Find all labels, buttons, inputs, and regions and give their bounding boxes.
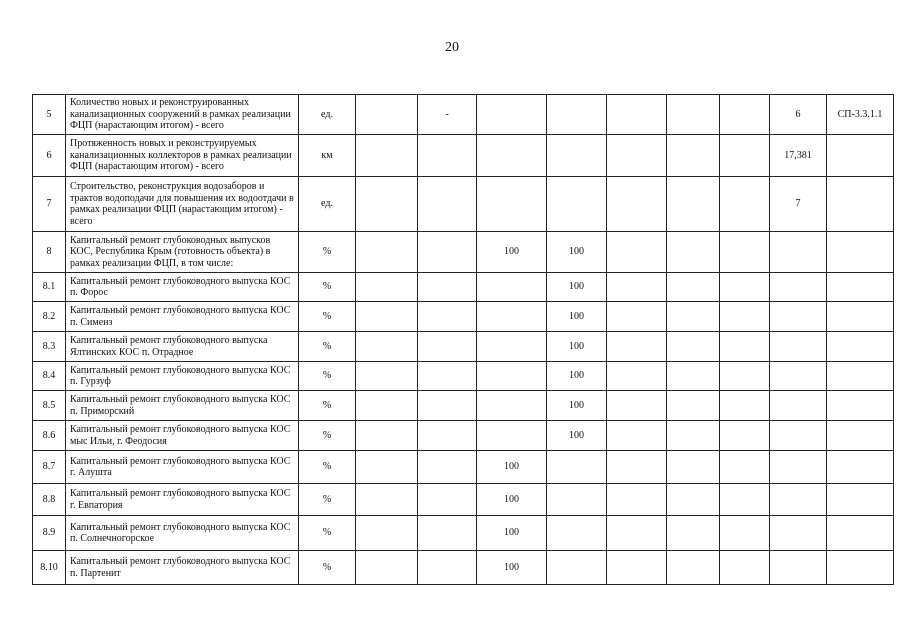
indicators-table [32,94,894,585]
value-cell [667,302,720,332]
indicator-name: Капитальный ремонт глубоководного выпуска Ялтинских КОС п. Отрадное [66,332,299,362]
value-cell [418,484,477,516]
code-cell [827,551,894,585]
value-cell [770,391,827,421]
unit-cell: % [299,551,356,585]
table-row [33,135,894,177]
value-cell [477,302,547,332]
value-cell [720,95,770,135]
value-cell [667,516,720,551]
row-number: 8.10 [33,551,66,585]
code-cell [827,451,894,484]
row-number: 8.8 [33,484,66,516]
value-cell [356,516,418,551]
table-row [33,362,894,391]
value-cell [418,177,477,232]
value-cell [720,516,770,551]
value-cell [720,451,770,484]
value-cell [720,484,770,516]
unit-cell: % [299,484,356,516]
code-cell [827,421,894,451]
unit-cell: ед. [299,177,356,232]
value-cell [667,362,720,391]
value-cell [607,273,667,302]
value-cell [418,362,477,391]
value-cell [356,484,418,516]
table-row [33,332,894,362]
value-cell [770,302,827,332]
unit-cell: % [299,516,356,551]
unit-cell: % [299,391,356,421]
value-cell [607,332,667,362]
value-cell [667,135,720,177]
value-cell [547,95,607,135]
value-cell [356,232,418,273]
value-cell [477,421,547,451]
code-cell [827,177,894,232]
value-cell [418,232,477,273]
code-cell [827,391,894,421]
code-cell: СП-3.3.1.1 [827,95,894,135]
table-row [33,516,894,551]
table-row [33,302,894,332]
value-cell [667,451,720,484]
value-cell [356,332,418,362]
code-cell [827,484,894,516]
value-cell [770,362,827,391]
table-row [33,391,894,421]
table-row [33,232,894,273]
value-cell [607,95,667,135]
value-cell [770,451,827,484]
value-cell [720,177,770,232]
indicator-name: Капитальный ремонт глубоководного выпуска КОС п. Гурзуф [66,362,299,391]
value-cell [770,232,827,273]
row-number: 7 [33,177,66,232]
table-row [33,484,894,516]
value-cell [356,551,418,585]
value-cell [607,302,667,332]
unit-cell: % [299,273,356,302]
value-cell [356,135,418,177]
indicator-name: Капитальный ремонт глубоководного выпуска КОС п. Партенит [66,551,299,585]
unit-cell: ед. [299,95,356,135]
unit-cell: км [299,135,356,177]
value-cell [720,302,770,332]
value-cell [356,362,418,391]
row-number: 8.7 [33,451,66,484]
value-cell: 100 [547,232,607,273]
indicator-name: Строительство, реконструкция водозаборов и трактов водоподачи для повышения их водоотдачи в рамках реализации ФЦП (нарастающим итогом) - всего [66,177,299,232]
value-cell: 6 [770,95,827,135]
page-number: 20 [445,40,459,55]
value-cell [356,177,418,232]
indicator-name: Капитальный ремонт глубоководного выпуска КОС мыс Ильи, г. Феодосия [66,421,299,451]
value-cell [418,551,477,585]
value-cell [770,551,827,585]
value-cell [477,332,547,362]
value-cell [720,135,770,177]
row-number: 8.1 [33,273,66,302]
value-cell [356,421,418,451]
indicator-name: Капитальный ремонт глубоководного выпуска КОС г. Евпатория [66,484,299,516]
value-cell [477,95,547,135]
unit-cell: % [299,232,356,273]
value-cell [356,95,418,135]
value-cell [418,451,477,484]
indicator-name: Количество новых и реконструированных канализационных сооружений в рамках реализации ФЦП (нарастающим итогом) - всего [66,95,299,135]
value-cell: 100 [477,232,547,273]
table-row [33,451,894,484]
row-number: 6 [33,135,66,177]
code-cell [827,135,894,177]
code-cell [827,516,894,551]
table-row [33,95,894,135]
value-cell [667,95,720,135]
unit-cell: % [299,451,356,484]
value-cell: 100 [477,484,547,516]
value-cell [667,484,720,516]
value-cell [356,302,418,332]
value-cell [477,391,547,421]
value-cell [356,391,418,421]
value-cell: 7 [770,177,827,232]
table-row [33,421,894,451]
indicator-name: Протяженность новых и реконструируемых канализационных коллекторов в рамках реализации ФЦП (нарастающим итогом) - всего [66,135,299,177]
value-cell [418,391,477,421]
value-cell [667,421,720,451]
value-cell [720,232,770,273]
value-cell [477,362,547,391]
row-number: 8.9 [33,516,66,551]
value-cell [607,421,667,451]
value-cell [607,177,667,232]
value-cell [667,177,720,232]
indicator-name: Капитальный ремонт глубоководного выпуска КОС п. Симеиз [66,302,299,332]
unit-cell: % [299,332,356,362]
indicator-name: Капитальный ремонт глубоководного выпуска КОС п. Солнечногорское [66,516,299,551]
row-number: 8.4 [33,362,66,391]
value-cell [547,551,607,585]
value-cell [720,421,770,451]
value-cell [770,484,827,516]
value-cell [770,516,827,551]
value-cell [547,135,607,177]
row-number: 8.3 [33,332,66,362]
value-cell: 100 [547,302,607,332]
value-cell [720,551,770,585]
value-cell [418,421,477,451]
code-cell [827,332,894,362]
value-cell [418,516,477,551]
unit-cell: % [299,421,356,451]
unit-cell: % [299,302,356,332]
value-cell [356,273,418,302]
indicator-name: Капитальный ремонт глубоководного выпуска КОС п. Форос [66,273,299,302]
value-cell [607,451,667,484]
value-cell [770,273,827,302]
value-cell: 17,381 [770,135,827,177]
indicator-name: Капитальный ремонт глубоководного выпуска КОС г. Алушта [66,451,299,484]
value-cell [607,391,667,421]
row-number: 8.5 [33,391,66,421]
row-number: 8.2 [33,302,66,332]
value-cell [720,391,770,421]
value-cell [418,135,477,177]
value-cell [418,332,477,362]
value-cell: 100 [477,551,547,585]
value-cell: 100 [547,362,607,391]
value-cell: 100 [547,421,607,451]
value-cell [667,273,720,302]
value-cell [770,421,827,451]
value-cell [418,302,477,332]
indicator-name: Капитальный ремонт глубоководных выпусков КОС, Республика Крым (готовность объекта) в рамках реализации ФЦП, в том числе: [66,232,299,273]
value-cell [720,332,770,362]
row-number: 5 [33,95,66,135]
indicator-name: Капитальный ремонт глубоководного выпуска КОС п. Приморский [66,391,299,421]
value-cell: 100 [477,451,547,484]
code-cell [827,302,894,332]
table-row [33,177,894,232]
value-cell: 100 [547,391,607,421]
value-cell [477,273,547,302]
row-number: 8 [33,232,66,273]
value-cell [607,232,667,273]
value-cell [770,332,827,362]
value-cell [547,484,607,516]
table-row [33,273,894,302]
value-cell [667,332,720,362]
value-cell [667,391,720,421]
value-cell: 100 [547,273,607,302]
value-cell [477,177,547,232]
value-cell [547,516,607,551]
value-cell: 100 [477,516,547,551]
value-cell [667,232,720,273]
value-cell: 100 [547,332,607,362]
value-cell [418,273,477,302]
value-cell [547,451,607,484]
code-cell [827,232,894,273]
value-cell [720,362,770,391]
value-cell [477,135,547,177]
code-cell [827,362,894,391]
value-cell [667,551,720,585]
value-cell [356,451,418,484]
code-cell [827,273,894,302]
value-cell: - [418,95,477,135]
unit-cell: % [299,362,356,391]
value-cell [607,551,667,585]
value-cell [720,273,770,302]
row-number: 8.6 [33,421,66,451]
value-cell [607,362,667,391]
table-row [33,551,894,585]
value-cell [607,516,667,551]
value-cell [547,177,607,232]
value-cell [607,135,667,177]
value-cell [607,484,667,516]
